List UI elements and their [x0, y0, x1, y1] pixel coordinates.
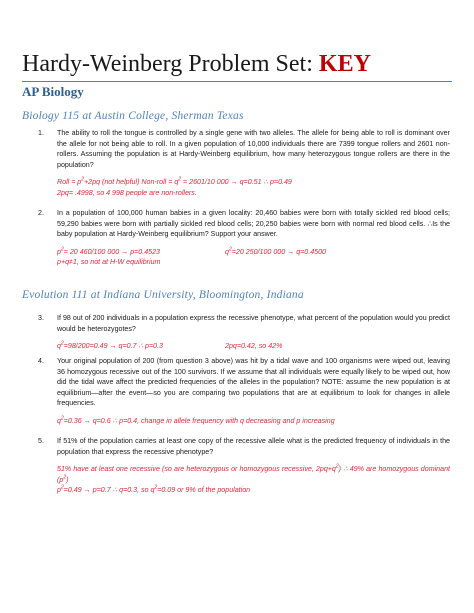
question-3	[38, 313, 450, 352]
answer-part: =0.49 → p=0.7 ∴ q=0.3, so q	[63, 486, 155, 494]
answer-right: 2pq=0.42, so 42%	[225, 342, 283, 350]
superscript: 2	[228, 246, 232, 253]
subtitle: AP Biology	[22, 84, 84, 99]
question-number: 2.	[38, 209, 44, 217]
superscript: 2	[60, 340, 64, 347]
question-4	[38, 356, 450, 426]
answer-left	[57, 248, 160, 256]
answer-line	[57, 247, 450, 258]
question-text: Your original population of 200 (from question 3 above) was hit by a tidal wave and 100 organisms were wiped out, leaving 36 homozygous recessive out of the 100 survivors. If we assume that all individuals were equally likely to be wiped out, how did the tidal wave affect the predicted frequencies of the alleles in the population? NOTE: assume the new population is at equilibrium—after the event—so you are comparing two populations that are at equilibrium to look for changes in allele frequencies.	[57, 357, 450, 407]
title-text: Hardy-Weinberg Problem Set:	[22, 51, 313, 77]
question-number: 1.	[38, 129, 44, 137]
question-5	[38, 436, 450, 496]
answer-left	[57, 342, 163, 350]
superscript: 2	[60, 484, 64, 491]
answer-line	[57, 341, 450, 352]
answer-part: p	[57, 247, 61, 256]
answer-part: =20 250/100 000 → q=0.4500	[231, 247, 327, 256]
answer-line: 2pq= .4998, so 4 998 people are non-rollers.	[57, 188, 197, 197]
question-text: The ability to roll the tongue is controlled by a single gene with two alleles. The allele for being able to roll is dominant over the allele for not being able to roll. In a given population of 10,000 individuals there are 7399 tongue rollers and 2601 non-rollers. Assuming the population is at Hardy-Weinberg equilibrium, how many heterozygous tongue rollers are there in the population?	[57, 129, 450, 169]
answer-line: p+q≠1, so not at H-W equilibrium	[57, 258, 161, 266]
question-text: If 98 out of 200 individuals in a population express the recessive phenotype, what percent of the population would you predict would be heterozygotes?	[57, 314, 450, 333]
answer-line	[57, 416, 450, 427]
question-2	[38, 208, 450, 268]
superscript: 2	[335, 463, 339, 470]
section-heading-austin: Biology 115 at Austin College, Sherman Texas	[22, 110, 244, 122]
answer-part: =0.36 → q=0.6 ∴ p=0.4, change in allele frequency with q decreasing and p increasing	[63, 416, 335, 425]
answer-part: q	[225, 247, 229, 256]
superscript: 2	[60, 246, 64, 253]
answer-part: +2pq (not helpful) Non-roll = q	[84, 178, 179, 186]
question-number: 4.	[38, 357, 44, 365]
answer-line	[57, 464, 450, 485]
superscript: 2	[154, 484, 158, 491]
superscript: 2	[178, 176, 182, 183]
section-heading-indiana: Evolution 111 at Indiana University, Bloomington, Indiana	[22, 289, 304, 301]
answer-part: ) ∴ 49% are homozygous dominant (p	[57, 465, 450, 484]
question-1	[38, 128, 450, 198]
title-divider	[22, 81, 452, 82]
question-text: In a population of 100,000 human babies in a given locality: 20,460 babies were born with totally sickled red blood cells; 59,290 babies were born with partially sickled red blood cells; 20,250 babies were born with normal red blood cells. ∴Is the baby population at Hardy-Weinberg equilibrium? Support your answer.	[57, 209, 450, 238]
answer-part: 51% have at least one recessive (so are heterozygous or homozygous recessive, 2pq+q	[57, 465, 336, 473]
question-number: 5.	[38, 437, 44, 445]
answer-line	[57, 485, 450, 496]
answer-part: Roll = p	[57, 178, 82, 186]
answer-part: = 20 460/100 000 → p=0.4523	[63, 247, 160, 256]
answer-part: =98/200=0.49 → q=0.7 ∴ p=0.3	[63, 342, 163, 350]
answer-part: )	[66, 475, 69, 484]
page-title	[22, 50, 462, 78]
answer-part: = 2601/10 000 → q=0.51 ∴ p=0.49	[181, 178, 292, 186]
answer-line	[57, 177, 450, 188]
superscript: 2	[81, 176, 85, 183]
answer-part: p	[57, 486, 61, 494]
superscript: 2	[63, 474, 67, 481]
title-key: KEY	[318, 51, 371, 77]
question-number: 3.	[38, 314, 44, 322]
answer-right	[225, 247, 326, 258]
superscript: 2	[60, 415, 64, 422]
answer-part: q	[57, 416, 61, 425]
answer-part: q	[57, 342, 61, 350]
answer-part: =0.09 or 9% of the population	[157, 486, 251, 494]
question-text: If 51% of the population carries at least one copy of the recessive allele what is the predicted frequency of individuals in the population that express the recessive phenotype?	[57, 437, 450, 456]
